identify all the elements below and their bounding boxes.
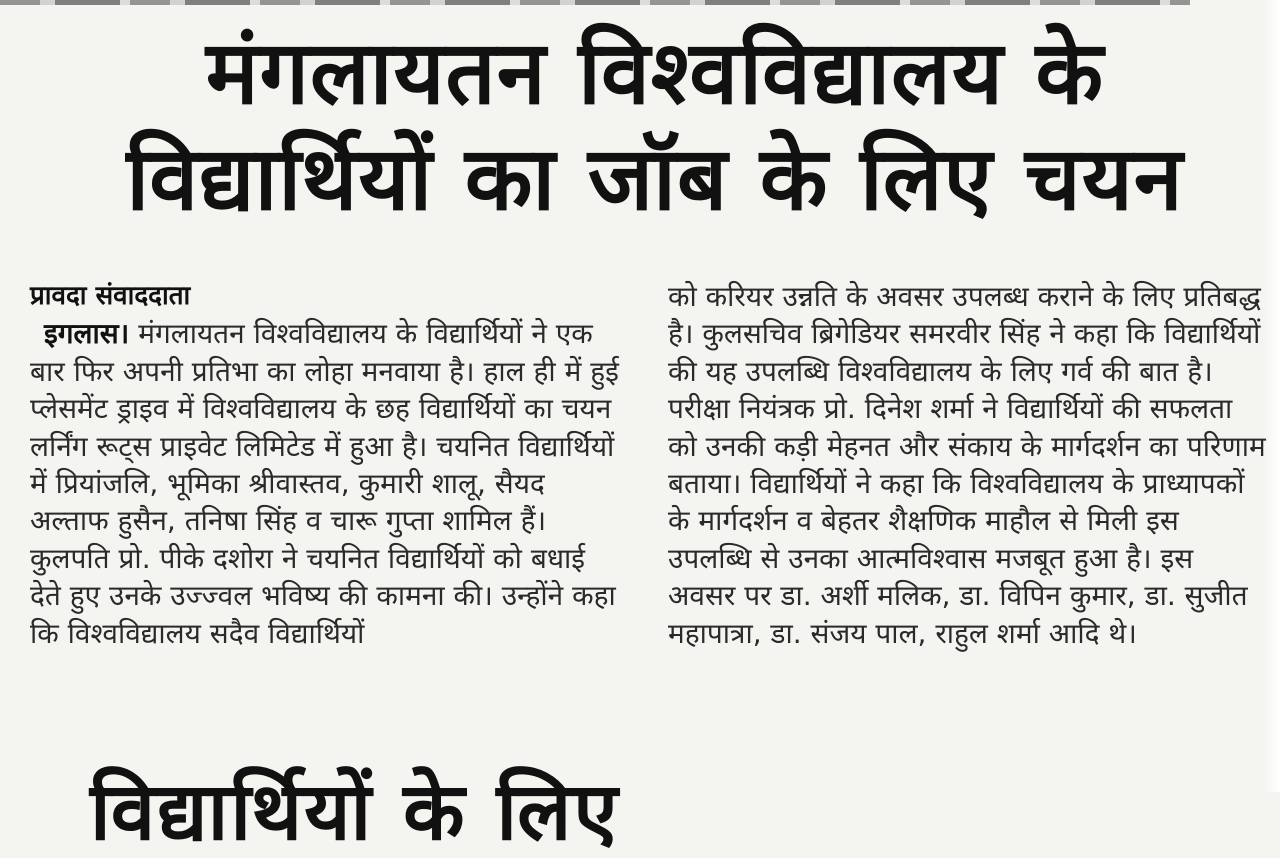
paragraph-3: को करियर उन्नति के अवसर उपलब्ध कराने के लिए प्रतिबद्ध है। कुलसचिव ब्रिगेडियर समरवीर सिंह ने कहा कि विद्यार्थियों की यह उपलब्धि विश्वविद्यालय के लिए गर्व की बात है। परीक्षा नियंत्रक प्रो. दिनेश शर्मा ने विद्यार्थियों की सफलता को उनकी कड़ी मेहनत और संकाय के मार्गदर्शन का परिणाम बताया। विद्यार्थियों ने कहा कि विश्वविद्यालय के प्राध्यापकों के मार्गदर्शन व बेहतर शैक्षणिक माहौल से मिली इस उपलब्धि से उनका आत्मविश्वास मजबूत हुआ है। इस अवसर पर डा. अर्शी मलिक, डा. विपिन कुमार, डा. सुजीत महापात्रा, डा. संजय पाल, राहुल शर्मा आदि थे। (668, 280, 1266, 650)
paragraph-1 (30, 315, 620, 539)
byline: प्रावदा संवाददाता (30, 281, 191, 311)
headline-line-2: विद्यार्थियों का जॉब के लिए चयन (126, 127, 1184, 230)
next-headline-text: विद्यार्थियों के लिए (90, 765, 620, 858)
top-cropped-strip (0, 0, 1190, 5)
headline-line-1: मंगलायतन विश्वविद्यालय के (205, 21, 1105, 124)
paragraph-1-text: मंगलायतन विश्वविद्यालय के विद्यार्थियों ने एक बार फिर अपनी प्रतिभा का लोहा मनवाया है। हाल ही में हुई प्लेसमेंट ड्राइव में विश्वविद्यालय के छह विद्यार्थियों का चयन लर्निंग रूट्स प्राइवेट लिमिटेड में हुआ है। चयनित विद्यार्थियों में प्रियांजलि, भूमिका श्रीवास्तव, कुमारी शालू, सैयद अल्ताफ हुसैन, तनिषा सिंह व चारू गुप्ता शामिल हैं। (30, 317, 619, 538)
paragraph-2: कुलपति प्रो. पीके दशोरा ने चयनित विद्यार्थियों को बधाई देते हुए उनके उज्ज्वल भविष्य की कामना की। उन्होंने कहा कि विश्वविद्यालय सदैव विद्यार्थियों (30, 541, 616, 650)
article-column-left (30, 278, 620, 652)
article-headline (60, 20, 1250, 232)
next-article-headline-cropped (0, 765, 1260, 858)
dateline: इगलास। (44, 317, 130, 351)
article-column-right (668, 278, 1268, 652)
